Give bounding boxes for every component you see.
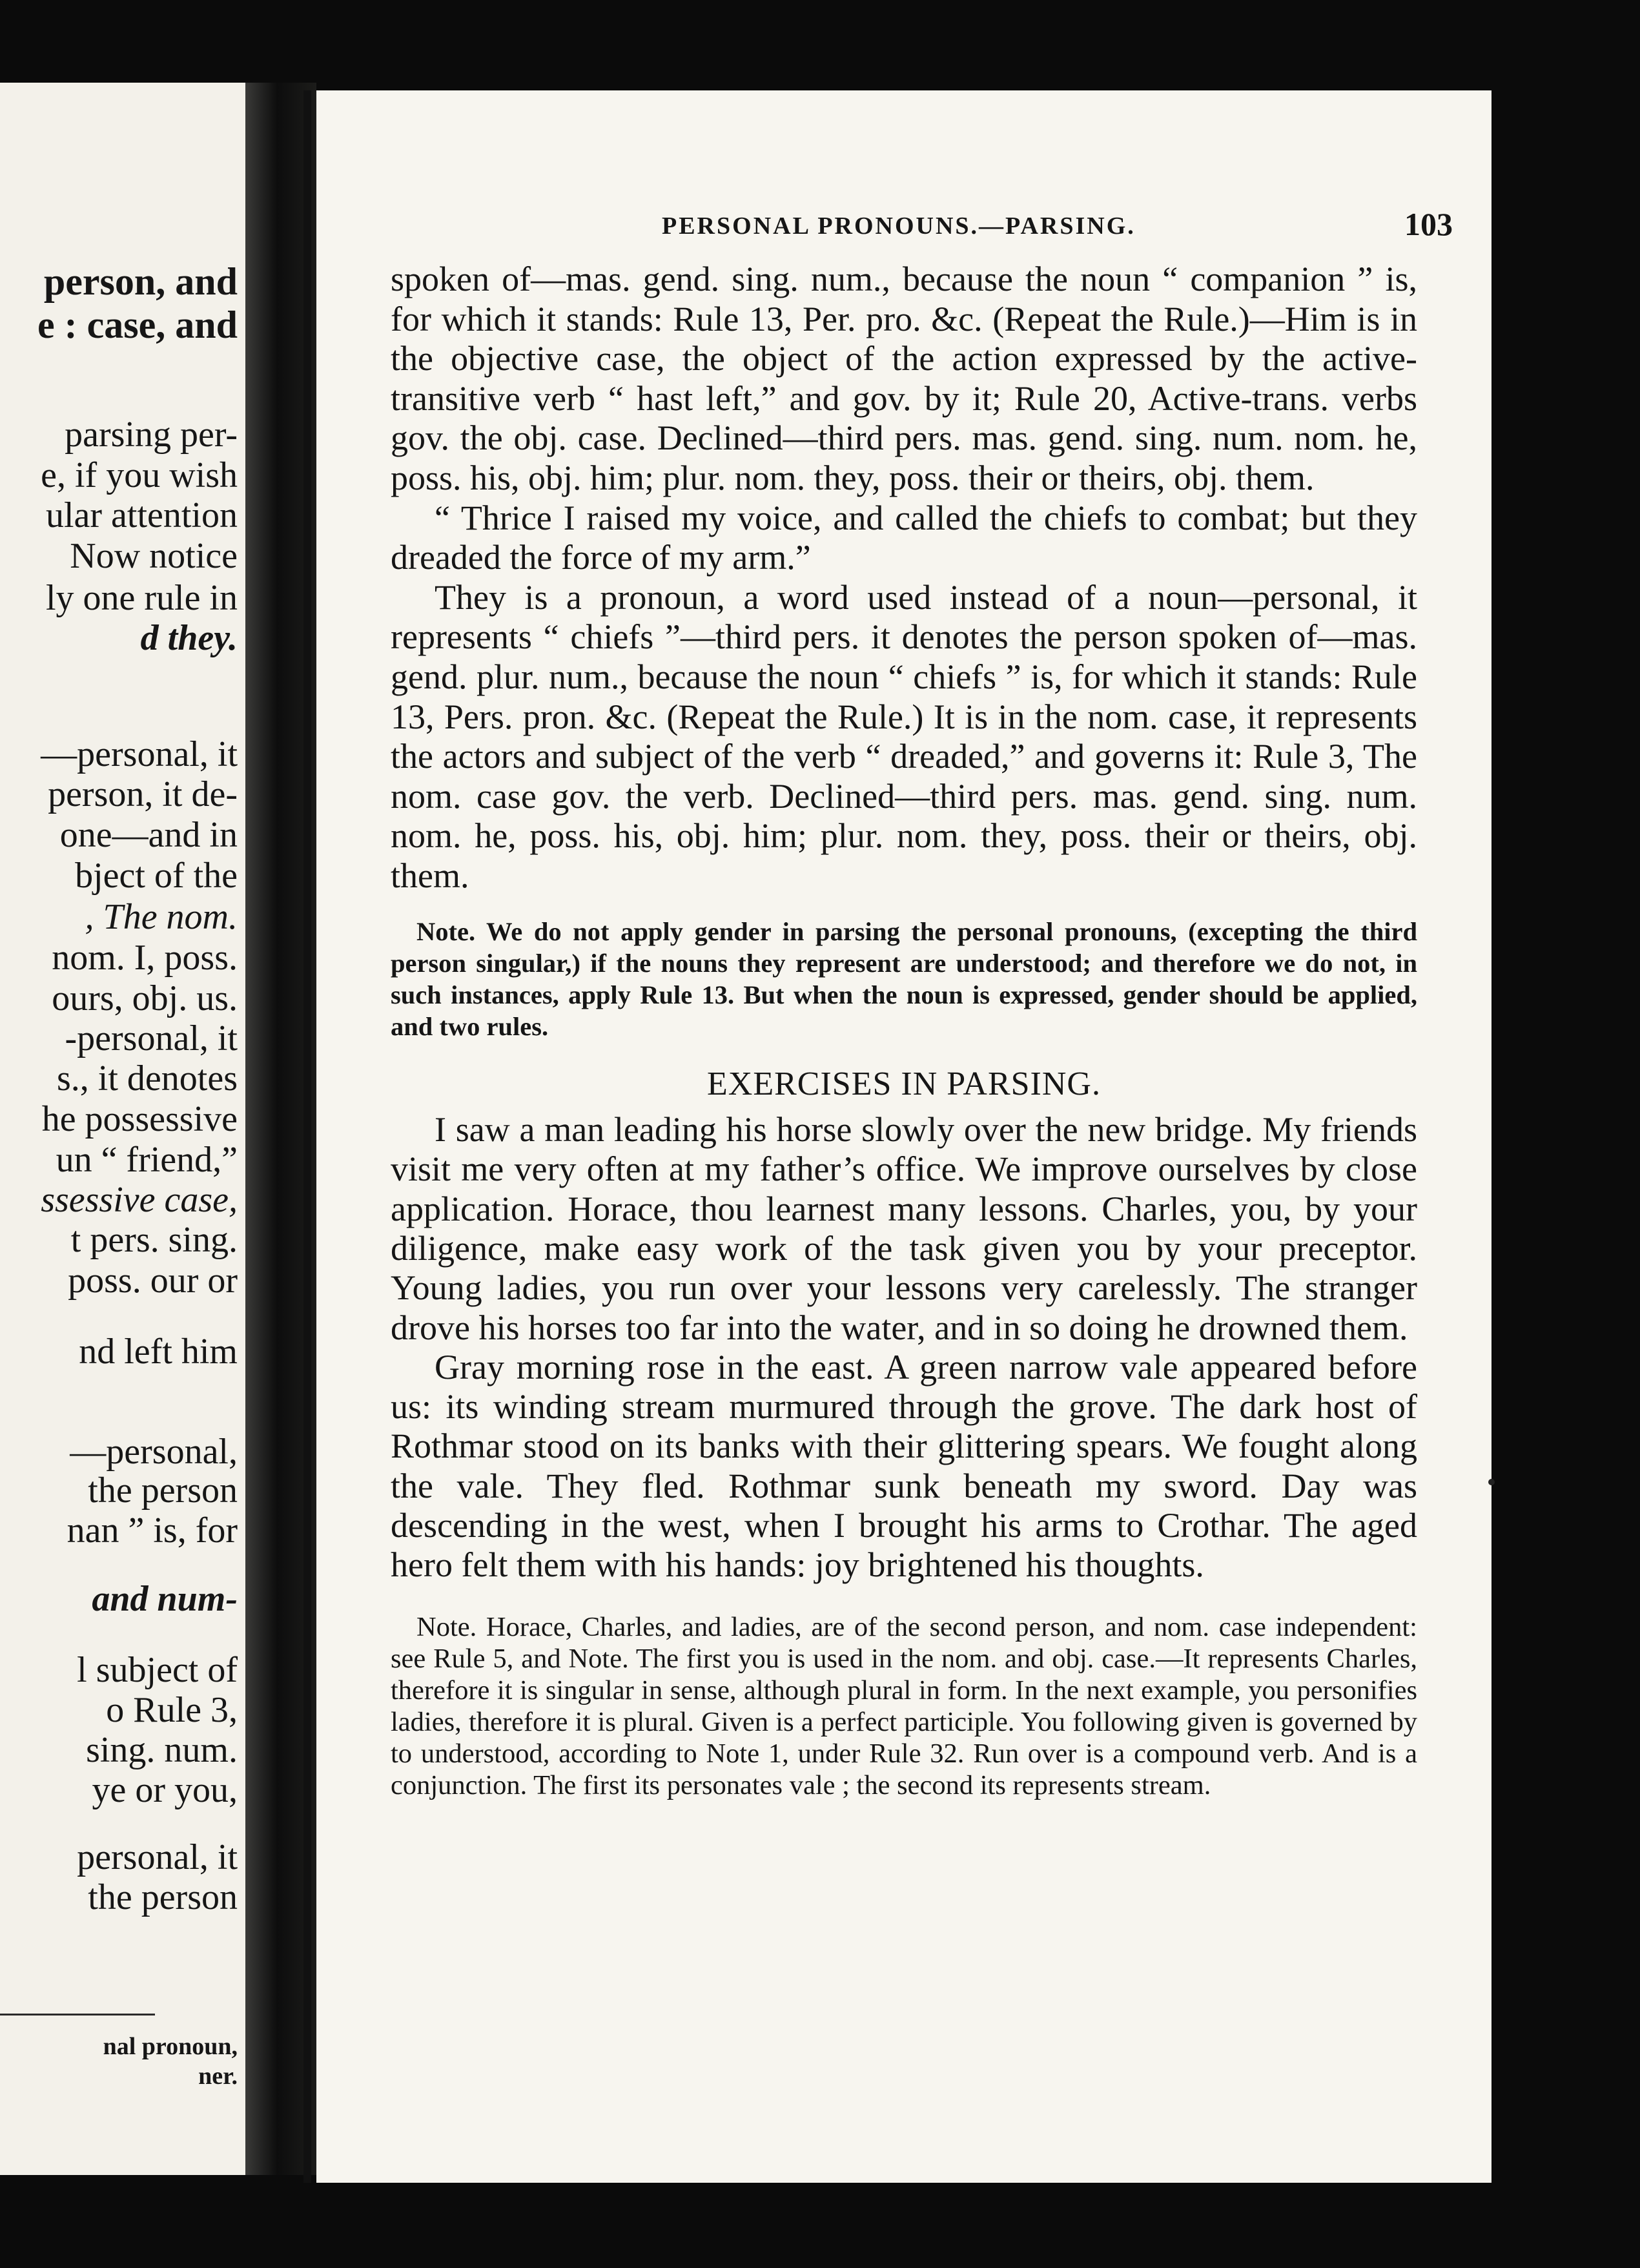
page-body (391, 260, 1417, 1817)
left-line: the person (88, 1877, 238, 1917)
page-header (316, 205, 1491, 251)
left-line: personal, it (77, 1837, 238, 1877)
right-page (316, 90, 1491, 2183)
left-line: e : case, and (37, 304, 238, 346)
left-line: ye or you, (92, 1770, 238, 1810)
left-line: ular attention (45, 495, 238, 535)
left-line: person, and (43, 260, 238, 303)
paragraph: They is a pronoun, a word used instead of a noun—personal, it represents “ chiefs ”—third pers. it denotes the person spoken of—mas. gend. plur. num., because the noun “ chiefs ” is, for which it stands: Rule 13, Pers. pron. &c. (Repeat the Rule.) It is in the nom. case, it represents the actors and subject of the verb “ dreaded,” and governs it: Rule 3, The nom. case gov. the verb. Declined—third pers. mas. gend. sing. num. nom. he, poss. his, obj. him; plur. nom. they, poss. their or theirs, obj. them. (391, 577, 1417, 895)
left-line: , The nom. (85, 897, 238, 937)
left-line: and num- (92, 1579, 238, 1619)
left-line: sing. num. (86, 1730, 238, 1770)
left-line: bject of the (75, 856, 238, 896)
left-line: o Rule 3, (106, 1690, 238, 1730)
stray-ink-mark (1488, 1479, 1495, 1485)
left-line: person, it de- (48, 774, 238, 814)
left-line: one—and in (59, 815, 238, 855)
page-number: 103 (1404, 206, 1453, 242)
page-fold-shadow (303, 90, 311, 2183)
quotation: “ Thrice I raised my voice, and called the chiefs to combat; but they dreaded the force of my arm.” (391, 498, 1417, 577)
section-heading: EXERCISES IN PARSING. (707, 1065, 1101, 1102)
left-line: poss. our or (68, 1261, 238, 1301)
left-page (0, 83, 245, 2175)
exercise-paragraph: I saw a man leading his horse slowly over the new bridge. My friends visit me very often at my father’s office. We improve ourselves by close application. Horace, thou learnest many lessons. Charles, you, by your diligence, make easy work of the task given you by your preceptor. Young ladies, you run over your lessons very carelessly. The stranger drove his horses too far into the water, and in so doing he drowned them. (391, 1110, 1417, 1347)
left-line: d they. (140, 618, 238, 658)
left-line: ssessive case, (41, 1180, 238, 1220)
left-footnote-line: ner. (198, 2063, 238, 2090)
left-line: nom. I, poss. (52, 938, 238, 978)
left-line: -personal, it (65, 1018, 238, 1058)
left-line: —personal, (70, 1432, 238, 1472)
exercises (391, 1110, 1417, 1585)
left-line: —personal, it (41, 734, 238, 774)
left-line: t pers. sing. (70, 1220, 238, 1260)
exercise-paragraph: Gray morning rose in the east. A green narrow vale appeared before us: its winding stream murmured through the grove. The dark host of Rothmar stood on its banks with their glittering spears. We fought along the vale. They fled. Rothmar sunk beneath my sword. Day was descending in the west, when I brought his arms to Crothar. The aged hero felt them with his hands: joy brightened his thoughts. (391, 1347, 1417, 1585)
footnote-rule (0, 2014, 155, 2015)
left-line: l subject of (77, 1650, 238, 1690)
left-footnote-line: nal pronoun, (103, 2033, 238, 2060)
left-line: ours, obj. us. (52, 978, 238, 1018)
running-head: PERSONAL PRONOUNS.—PARSING. (662, 212, 1136, 240)
left-line: s., it denotes (57, 1058, 238, 1098)
paragraph: spoken of—mas. gend. sing. num., because the noun “ companion ” is, for which it stands: Rule 13, Per. pro. &c. (Repeat the Rule.)—Him is in the objective case, the object of the action expressed by the active-transitive verb “ hast left,” and gov. by it; Rule 20, Active-trans. verbs gov. the obj. case. Declined—third pers. mas. gend. sing. num. nom. he, poss. his, obj. him; plur. nom. they, poss. their or theirs, obj. them. (391, 260, 1417, 497)
note: Note. We do not apply gender in parsing the personal pronouns, (excepting the third person singular,) if the nouns they represent are understood; and therefore we do not, in such instances, apply Rule 13. But when the noun is expressed, gender should be applied, and two rules. (391, 916, 1417, 1041)
left-line: Now notice (70, 536, 238, 576)
left-line: nd left him (79, 1332, 238, 1372)
left-line: he possessive (41, 1099, 238, 1139)
left-line: parsing per- (65, 415, 238, 455)
left-line: nan ” is, for (67, 1510, 238, 1551)
note: Note. Horace, Charles, and ladies, are of the second person, and nom. case independent: see Rule 5, and Note. The first you is used in the nom. and obj. case.—It represents Charles, therefore it is singular in sense, although plural in form. In the next example, you personifies ladies, therefore it is plural. Given is a perfect participle. You following given is governed by to understood, according to Note 1, under Rule 32. Run over is a compound verb. And is a conjunction. The first its personates vale ; the second its represents stream. (391, 1611, 1417, 1800)
left-line: un “ friend,” (56, 1140, 238, 1180)
left-line: e, if you wish (41, 455, 238, 495)
left-line: the person (88, 1470, 238, 1510)
left-line: ly one rule in (45, 578, 238, 618)
